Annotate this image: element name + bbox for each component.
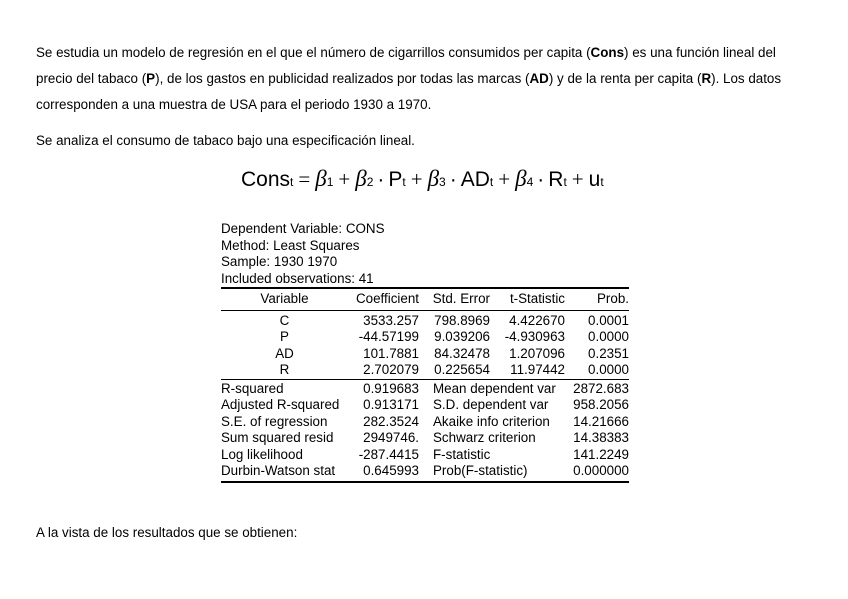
cons-bold: Cons — [590, 45, 625, 60]
regression-output — [221, 221, 629, 483]
table-row: R 2.702079 0.225654 11.97442 0.0000 — [279, 362, 629, 377]
specification-paragraph: Se analiza el consumo de tabaco bajo una especificación lineal. — [36, 133, 415, 148]
method-line: Method: Least Squares — [221, 237, 360, 253]
sample-line: Sample: 1930 1970 — [221, 254, 338, 269]
intro-paragraph: Se estudia un modelo de regresión en el que el número de cigarrillos consumidos per capita (Cons) es una función lineal del precio del tabaco (P), de los gastos en publicidad realizados por todas las marcas (AD) y de la renta per capita (R). Los datos corresponden a una muestra de USA para el periodo 1930 a 1970. — [36, 45, 782, 112]
p-bold: P — [146, 71, 156, 86]
stats-row: S.E. of regression 282.3524 Akaike info criterion 14.21666 — [221, 413, 629, 429]
column-header: t-Statistic — [509, 291, 565, 306]
table-row: C 3533.257 798.8969 4.422670 0.0001 — [279, 312, 629, 328]
column-header: Prob. — [596, 291, 629, 306]
statistics-table — [221, 379, 629, 483]
column-header: Coefficient — [355, 291, 419, 306]
column-header: Variable — [260, 291, 309, 306]
stats-row: R-squared 0.919683 Mean dependent var 2872.683 — [221, 380, 629, 396]
stats-row: Adjusted R-squared 0.913171 S.D. dependent var 958.2056 — [221, 397, 629, 412]
r-bold: R — [701, 71, 712, 86]
closing-paragraph: A la vista de los resultados que se obtienen: — [36, 525, 298, 540]
coefficient-table — [221, 287, 629, 379]
column-header: Std. Error — [432, 291, 490, 306]
regression-equation: Cons t = β 1 + β 2 · P t + β 3 · AD t + β 4 · R t + u t — [241, 166, 604, 191]
stats-row: Sum squared resid 2949746. Schwarz criterion 14.38383 — [221, 430, 629, 445]
table-row: P -44.57199 9.039206 -4.930963 0.0000 — [280, 329, 629, 344]
stats-row: Log likelihood -287.4415 F-statistic 141.2249 — [221, 446, 629, 462]
table-row: AD 101.7881 84.32478 1.207096 0.2351 — [275, 345, 629, 361]
observations-line: Included observations: 41 — [221, 270, 374, 286]
stats-row: Durbin-Watson stat 0.645993 Prob(F-statistic) 0.000000 — [221, 463, 629, 478]
dependent-variable-line: Dependent Variable: CONS — [221, 221, 385, 236]
ad-bold: AD — [529, 71, 549, 86]
coefficient-header-row — [221, 288, 629, 310]
